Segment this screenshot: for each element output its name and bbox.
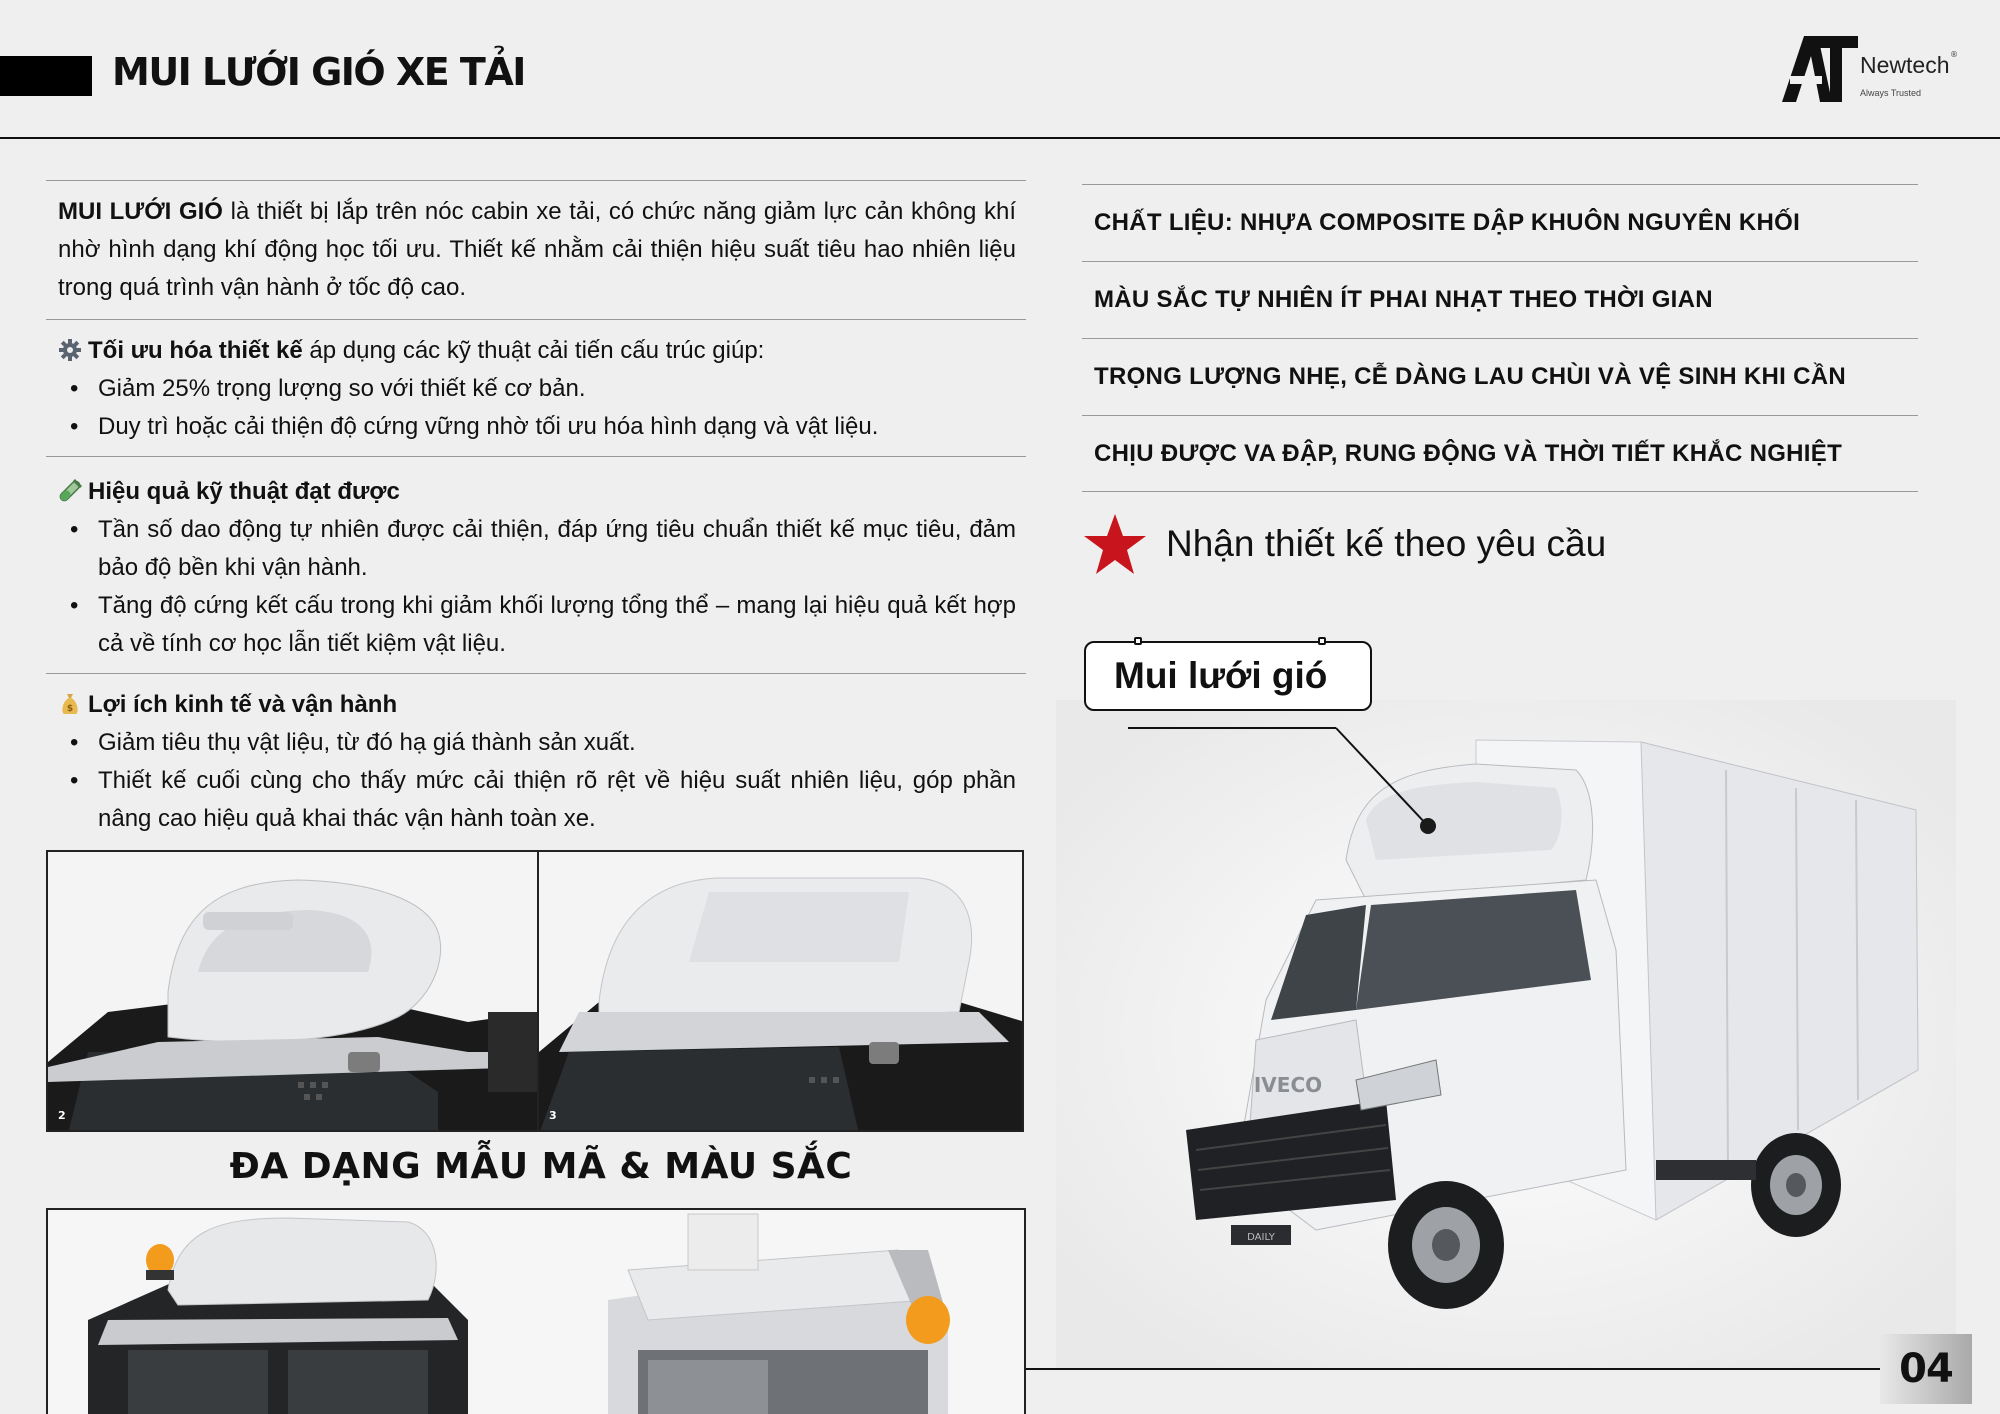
section-heading xyxy=(58,686,1016,724)
fairing-photo-1 xyxy=(48,852,537,1130)
section-technical-results xyxy=(46,457,1026,673)
footer-divider xyxy=(1026,1368,1880,1370)
custom-design-text: Nhận thiết kế theo yêu cầu xyxy=(1166,523,1607,564)
header-divider xyxy=(0,137,2000,139)
at-logo-icon xyxy=(1782,34,1858,104)
section-heading-bold: Tối ưu hóa thiết kế xyxy=(88,337,303,364)
section-economic-benefits xyxy=(46,674,1026,848)
callout-handle xyxy=(1134,637,1142,645)
gear-icon xyxy=(58,338,82,362)
section-heading-bold: Hiệu quả kỹ thuật đạt được xyxy=(88,478,400,505)
newtech-logo xyxy=(1782,34,1962,106)
bullet-list xyxy=(58,370,1016,446)
custom-design-note xyxy=(1082,512,1606,576)
list-item: • Tăng độ cứng kết cấu trong khi giảm khối lượng tổng thể – mang lại hiệu quả kết hợp cả về tính cơ học lẫn tiết kiệm vật liệu. xyxy=(58,587,1016,663)
fairing-image xyxy=(48,852,537,1130)
section-design-optimization xyxy=(46,320,1026,456)
logo-registered-mark: ® xyxy=(1950,50,1958,59)
list-item: • Duy trì hoặc cải thiện độ cứng vững nhờ tối ưu hóa hình dạng và vật liệu. xyxy=(58,408,1016,446)
intro-lead: MUI LƯỚI GIÓ xyxy=(58,198,223,225)
photo-number: 3 xyxy=(549,1109,557,1122)
description-column xyxy=(46,180,1026,848)
list-item: • Tần số dao động tự nhiên được cải thiện, đáp ứng tiêu chuẩn thiết kế mục tiêu, đảm bảo độ bền khi vận hành. xyxy=(58,511,1016,587)
callout-handle xyxy=(1318,637,1326,645)
feature-list xyxy=(1082,184,1918,492)
intro-paragraph xyxy=(46,181,1026,319)
money-bag-icon xyxy=(58,692,82,716)
logo-tagline: Always Trusted xyxy=(1860,88,1922,98)
intro-text: là thiết bị lắp trên nóc cabin xe tải, có chức năng giảm lực cản không khí nhờ hình dạng khí động học tối ưu. Thiết kế nhằm cải thiện hiệu suất tiêu hao nhiên liệu trong quá trình vận hành ở tốc độ cao. xyxy=(58,198,1016,301)
photo-number: 2 xyxy=(58,1109,66,1122)
star-icon xyxy=(1082,512,1148,576)
fairing-callout xyxy=(1084,641,1372,711)
fairing-image xyxy=(539,852,1022,1130)
list-item: • Giảm tiêu thụ vật liệu, từ đó hạ giá thành sản xuất. xyxy=(58,724,1016,762)
truck-plate: DAILY xyxy=(1247,1232,1275,1243)
list-item: • Thiết kế cuối cùng cho thấy mức cải thiện rõ rệt về hiệu suất nhiên liệu, góp phần nâng cao hiệu quả khai thác vận hành toàn xe. xyxy=(58,762,1016,838)
fairing-photo-2 xyxy=(537,852,1022,1130)
test-tube-icon xyxy=(58,479,82,503)
variety-title: ĐA DẠNG MẪU MÃ & MÀU SẮC xyxy=(229,1146,853,1187)
product-photos xyxy=(46,850,1024,1132)
header-accent-bar xyxy=(0,56,92,96)
list-item: • Giảm 25% trọng lượng so với thiết kế cơ bản. xyxy=(58,370,1016,408)
truck-brand: IVECO xyxy=(1253,1073,1323,1097)
svg-text:$: $ xyxy=(66,704,74,714)
page-title: MUI LƯỚI GIÓ XE TẢI xyxy=(112,50,525,94)
page-number: 04 xyxy=(1880,1334,1972,1404)
section-heading-bold: Lợi ích kinh tế và vận hành xyxy=(88,691,398,718)
logo-brand: Newtech xyxy=(1860,52,1950,78)
section-heading-rest: áp dụng các kỹ thuật cải tiến cấu trúc giúp: xyxy=(302,337,765,364)
feature-item: TRỌNG LƯỢNG NHẸ, CỄ DÀNG LAU CHÙI VÀ VỆ SINH KHI CẦN xyxy=(1082,338,1918,415)
truck-image xyxy=(1056,700,1956,1368)
section-heading xyxy=(58,332,1016,370)
section-heading xyxy=(58,473,1016,511)
variants-photo xyxy=(46,1208,1026,1414)
feature-item: CHỊU ĐƯỢC VA ĐẬP, RUNG ĐỘNG VÀ THỜI TIẾT KHẮC NGHIỆT xyxy=(1082,415,1918,492)
variants-image xyxy=(48,1210,1026,1414)
truck-photo xyxy=(1056,700,1956,1368)
bullet-list xyxy=(58,511,1016,663)
feature-item: CHẤT LIỆU: NHỰA COMPOSITE DẬP KHUÔN NGUYÊN KHỐI xyxy=(1082,184,1918,261)
feature-item: MÀU SẮC TỰ NHIÊN ÍT PHAI NHẠT THEO THỜI GIAN xyxy=(1082,261,1918,338)
callout-label: Mui lưới gió xyxy=(1114,655,1328,696)
bullet-list xyxy=(58,724,1016,838)
